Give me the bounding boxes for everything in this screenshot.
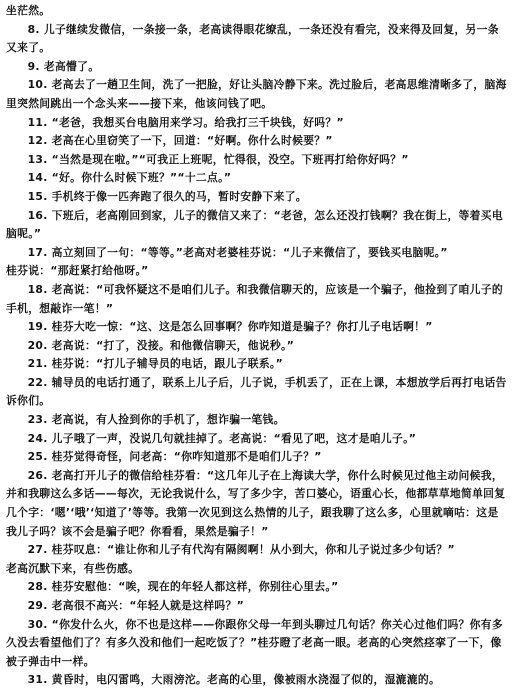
paragraph: 8. 儿子继续发微信，一条接一条，老高读得眼花缭乱，一条还没有看完，没来得及回复，另一条又来了。 xyxy=(6,22,499,55)
paragraph: 15. 手机终于像一匹奔跑了很久的马，暂时安静下来了。 xyxy=(27,189,307,203)
paragraph: 28. 桂芬安慰他：“唉，现在的年轻人都这样，你别往心里去。” xyxy=(27,580,339,594)
paragraph: 25. 桂芬觉得奇怪，问老高：“你咋知道那不是咱们儿子？” xyxy=(27,450,322,464)
paragraph: 18. 老高说：“可我怀疑这不是咱们儿子。和我微信聊天的，应该是一个骗子，他捡到了咱儿子的手机，想敲诈一笔！” xyxy=(6,282,503,315)
paragraph: 9. 老高懵了。 xyxy=(27,59,100,73)
paragraph: 坐茫然。 xyxy=(6,4,51,17)
paragraph: 老高沉默下来，有些伤感。 xyxy=(6,561,140,575)
paragraph: 24. 儿子哦了一声，没说几句就挂掉了。老高说：“看见了吧，这才是咱儿子。” xyxy=(27,431,417,445)
paragraph: 29. 老高很不高兴：“年轻人就是这样吗？” xyxy=(27,599,245,612)
paragraph: 桂芬说：“那赶紧打给他呀。” xyxy=(6,264,149,278)
paragraph: 27. 桂芬叹息：“谁让你和儿子有代沟有隔阂啊！从小到大，你和儿子说过多少句话？” xyxy=(27,543,455,557)
paragraph: 13. “当然是现在啦。”“可我正上班呢，忙得很，没空。下班再打给你好吗？” xyxy=(27,152,409,166)
paragraph: 20. 老高说：“打了，没接。和他微信聊天，他说秒。” xyxy=(27,338,295,352)
paragraph: 19. 桂芬大吃一惊：“这、这是怎么回事啊？你咋知道是骗子？你打儿子电话啊！” xyxy=(27,320,433,334)
paragraph: 11. “老爸，我想买台电脑用来学习。给我打三千块钱，好吗？” xyxy=(27,115,344,129)
paragraph: 31. 黄昏时，电闪雷鸣，大雨滂沱。老高的心里，像被雨水浇湿了似的，湿漉漉的。 xyxy=(27,673,441,687)
paragraph: 26. 老高打开儿子的微信给桂芬看：“这几年儿子在上海读大学，你什么时候见过他主动问候我，并和我聊这么多话——每次，无论我说什么，写了多少字，苦口婆心，语重心长，他都草草地简单回复几个字：‘嗯’‘哦’‘知道了’等等。我第一次见到这么热情的儿子，跟我聊了这么多，心里就嘀咕：这是我儿子吗？该不会是骗子吧？你看看，果然是骗子！” xyxy=(6,468,506,538)
paragraph: 12. 老高在心里窃笑了一下，回道：“好啊。你什么时候要？” xyxy=(27,134,333,148)
paragraph: 16. 下班后，老高刚回到家，儿子的微信又来了：“老爸，怎么还没打钱啊？我在街上，等着买电脑呢。” xyxy=(6,208,503,241)
paragraph: 21. 桂芬说：“打儿子辅导员的电话，跟儿子联系。” xyxy=(27,357,284,371)
paragraph: 10. 老高去了一趟卫生间，洗了一把脸，好让头脑冷静下来。洗过脸后，老高思维清晰多了，脑海里突然间跳出一个念头来——接下来，他该问钱了吧。 xyxy=(6,78,507,110)
paragraph: 23. 老高说，有人捡到你的手机了，想诈骗一笔钱。 xyxy=(27,413,285,427)
paragraph: 17. 高立刻回了一句：“等等。”老高对老婆桂芬说：“儿子来微信了，要钱买电脑呢。” xyxy=(27,245,448,259)
paragraph: 22. 辅导员的电话打通了，联系上儿子后，儿子说，手机丢了，正在上课，本想放学后再打电话告诉你们。 xyxy=(6,375,507,408)
paragraph: 14. “好。你什么时候下班？”“十二点。” xyxy=(27,171,232,185)
paragraph: 30. “你发什么火，你不也是这样——你跟你父母一年到头聊过几句话？你关心过他们吗？你有多久没去看望他们了？有多久没和他们一起吃饭了？”桂芬瞪了老高一眼。老高的心突然痉挛了一下，像被子弹击中一样。 xyxy=(6,617,503,668)
